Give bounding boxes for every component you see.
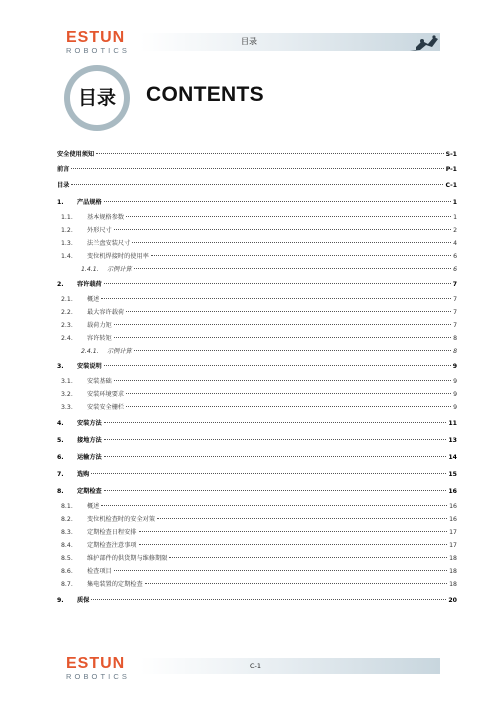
toc-entry-page: 11 xyxy=(448,420,457,427)
toc-entry-number: 8.4. xyxy=(61,542,73,549)
toc-entry-page: 6 xyxy=(453,266,457,273)
toc-entry[interactable] xyxy=(57,165,457,174)
toc-dot-leader xyxy=(134,268,451,269)
toc-entry[interactable] xyxy=(61,554,457,563)
toc-dot-leader xyxy=(151,255,451,256)
toc-dot-leader xyxy=(114,337,451,338)
toc-dot-leader xyxy=(104,201,451,202)
toc-entry-label: 示例计算 xyxy=(107,266,132,273)
toc-entry[interactable] xyxy=(61,377,457,386)
toc-entry-label: 运输方法 xyxy=(77,454,102,461)
toc-entry-number: 6. xyxy=(57,454,64,461)
toc-entry-label: 安全使用须知 xyxy=(57,151,95,158)
toc-entry-label: 安装环境要求 xyxy=(87,391,125,398)
toc-entry-label: 载荷力矩 xyxy=(87,322,112,329)
toc-entry-page: 18 xyxy=(449,555,457,562)
toc-entry-label: 法兰盘安装尺寸 xyxy=(87,240,131,247)
toc-entry[interactable] xyxy=(61,403,457,412)
toc-entry[interactable] xyxy=(61,567,457,576)
toc-dot-leader xyxy=(101,298,451,299)
toc-entry[interactable] xyxy=(57,150,457,159)
toc-dot-leader xyxy=(114,380,451,381)
toc-entry-number: 1.3. xyxy=(61,240,73,247)
estun-logo xyxy=(66,30,130,55)
toc-entry-number: 4. xyxy=(57,420,64,427)
toc-entry-page: 9 xyxy=(453,404,457,411)
toc-entry-number: 3.3. xyxy=(61,404,73,411)
toc-entry-number: 3.1. xyxy=(61,378,73,385)
toc-entry-page: 7 xyxy=(453,322,457,329)
toc-dot-leader xyxy=(104,439,447,440)
toc-entry-page: 20 xyxy=(448,597,457,604)
title-english: CONTENTS xyxy=(146,83,264,106)
toc-entry-number: 8. xyxy=(57,488,64,495)
toc-entry-number: 2.2. xyxy=(61,309,73,316)
toc-entry[interactable] xyxy=(57,596,457,605)
toc-dot-leader xyxy=(96,153,444,154)
toc-entry-label: 变位机检查时的安全对策 xyxy=(87,516,156,523)
toc-entry-label: 集电装置的定期检查 xyxy=(87,581,143,588)
toc-entry[interactable] xyxy=(57,362,457,371)
toc-dot-leader xyxy=(104,490,447,491)
toc-entry-label: 示例计算 xyxy=(107,348,132,355)
toc-entry-number: 8.2. xyxy=(61,516,73,523)
footer-estun-logo xyxy=(66,656,130,681)
toc-entry[interactable] xyxy=(61,528,457,537)
toc-entry-number: 8.7. xyxy=(61,581,73,588)
toc-entry-label: 安装基础 xyxy=(87,378,112,385)
toc-entry-label: 检查项目 xyxy=(87,568,112,575)
toc-entry[interactable] xyxy=(61,226,457,235)
robot-arm-icon xyxy=(404,31,444,53)
toc-entry-page: 8 xyxy=(453,348,457,355)
toc-entry-page: 13 xyxy=(448,437,457,444)
toc-entry-number: 8.5. xyxy=(61,555,73,562)
toc-entry-number: 1.1. xyxy=(61,214,73,221)
toc-dot-leader xyxy=(104,365,451,366)
toc-entry-number: 3. xyxy=(57,363,64,370)
toc-entry-page: 7 xyxy=(453,309,457,316)
toc-entry-page: 7 xyxy=(452,281,457,288)
toc-entry-label: 概述 xyxy=(87,296,100,303)
toc-dot-leader xyxy=(91,599,446,600)
toc-entry-page: 6 xyxy=(453,253,457,260)
toc-entry-label: 产品规格 xyxy=(77,199,102,206)
toc-entry-page: 9 xyxy=(452,363,457,370)
toc-dot-leader xyxy=(157,518,447,519)
toc-dot-leader xyxy=(126,406,451,407)
toc-entry[interactable] xyxy=(61,502,457,511)
header-gradient-bar xyxy=(140,33,440,51)
toc-entry-page: C-1 xyxy=(445,182,457,189)
toc-entry-label: 定期检查日程安排 xyxy=(87,529,137,536)
toc-entry-page: S-1 xyxy=(445,151,457,158)
toc-dot-leader xyxy=(114,324,451,325)
toc-entry[interactable] xyxy=(61,239,457,248)
toc-dot-leader xyxy=(114,229,451,230)
toc-dot-leader xyxy=(101,505,447,506)
toc-entry[interactable] xyxy=(61,334,457,343)
toc-entry[interactable] xyxy=(61,295,457,304)
toc-entry-label: 前言 xyxy=(57,166,70,173)
toc-dot-leader xyxy=(139,531,448,532)
toc-entry[interactable] xyxy=(57,280,457,289)
toc-entry[interactable] xyxy=(57,419,457,428)
toc-entry-label: 外形尺寸 xyxy=(87,227,112,234)
toc-entry-page: 14 xyxy=(448,454,457,461)
toc-entry-label: 安装方法 xyxy=(77,420,102,427)
page-header xyxy=(0,0,500,60)
footer-logo-subtitle: ROBOTICS xyxy=(66,672,130,681)
toc-dot-leader xyxy=(91,473,446,474)
toc-entry[interactable] xyxy=(57,487,457,496)
toc-entry[interactable] xyxy=(57,198,457,207)
toc-entry[interactable] xyxy=(61,580,457,589)
toc-entry-number: 2.3. xyxy=(61,322,73,329)
toc-entry[interactable] xyxy=(81,347,457,356)
toc-entry[interactable] xyxy=(61,213,457,222)
toc-entry-number: 2.1. xyxy=(61,296,73,303)
toc-entry[interactable] xyxy=(57,436,457,445)
toc-entry-label: 定期检查 xyxy=(77,488,102,495)
toc-entry[interactable] xyxy=(57,470,457,479)
toc-entry-label: 容许转矩 xyxy=(87,335,112,342)
toc-entry-label: 容许载荷 xyxy=(77,281,102,288)
toc-dot-leader xyxy=(139,544,448,545)
toc-entry-number: 1.4. xyxy=(61,253,73,260)
toc-entry-page: 8 xyxy=(453,335,457,342)
toc-dot-leader xyxy=(71,168,443,169)
toc-entry-label: 质保 xyxy=(77,597,90,604)
toc-dot-leader xyxy=(132,242,451,243)
header-title: 目录 xyxy=(241,37,257,46)
toc-entry[interactable] xyxy=(81,265,457,274)
page-number: C-1 xyxy=(250,662,262,670)
toc-entry[interactable] xyxy=(61,321,457,330)
toc-entry-label: 安装安全栅栏 xyxy=(87,404,125,411)
toc-entry-page: 1 xyxy=(452,199,457,206)
toc-entry-page: 4 xyxy=(453,240,457,247)
toc-entry[interactable] xyxy=(57,453,457,462)
toc-entry[interactable] xyxy=(61,252,457,261)
toc-dot-leader xyxy=(114,570,447,571)
toc-dot-leader xyxy=(169,557,447,558)
toc-entry-page: P-1 xyxy=(445,166,457,173)
toc-entry-page: 7 xyxy=(453,296,457,303)
toc-entry-number: 1.2. xyxy=(61,227,73,234)
toc-entry-label: 安装说明 xyxy=(77,363,102,370)
toc-entry-number: 2.4. xyxy=(61,335,73,342)
toc-entry[interactable] xyxy=(61,541,457,550)
toc-entry[interactable] xyxy=(61,308,457,317)
toc-dot-leader xyxy=(145,583,447,584)
toc-entry-label: 维护部件的供货期与维修期限 xyxy=(87,555,168,562)
toc-entry-number: 5. xyxy=(57,437,64,444)
toc-dot-leader xyxy=(104,422,447,423)
toc-entry-number: 7. xyxy=(57,471,64,478)
logo-subtitle: ROBOTICS xyxy=(66,46,130,55)
toc-entry[interactable] xyxy=(57,181,457,190)
toc-dot-leader xyxy=(71,184,443,185)
toc-entry-label: 定期检查注意事项 xyxy=(87,542,137,549)
toc-entry-page: 17 xyxy=(449,542,457,549)
toc-entry-label: 最大容许载荷 xyxy=(87,309,125,316)
toc-entry-label: 变位机焊接时的使用率 xyxy=(87,253,149,260)
toc-entry-number: 8.3. xyxy=(61,529,73,536)
logo-brand: ESTUN xyxy=(66,29,126,46)
toc-entry-page: 9 xyxy=(453,391,457,398)
toc-entry-number: 3.2. xyxy=(61,391,73,398)
toc-entry-label: 目录 xyxy=(57,182,70,189)
toc-entry-number: 2. xyxy=(57,281,64,288)
toc-entry-number: 8.1. xyxy=(61,503,73,510)
toc-entry-page: 16 xyxy=(449,503,457,510)
toc-dot-leader xyxy=(126,393,451,394)
toc-dot-leader xyxy=(104,456,447,457)
toc-entry-label: 基本规格参数 xyxy=(87,214,125,221)
toc-entry-number: 1. xyxy=(57,199,64,206)
toc-entry-number: 2.4.1. xyxy=(81,348,99,355)
footer-gradient-bar xyxy=(140,658,440,674)
toc-entry-number: 9. xyxy=(57,597,64,604)
toc-entry-label: 接地方法 xyxy=(77,437,102,444)
toc-entry-page: 16 xyxy=(448,488,457,495)
toc-entry-page: 18 xyxy=(449,568,457,575)
toc-entry-page: 2 xyxy=(453,227,457,234)
toc-entry-page: 16 xyxy=(449,516,457,523)
toc-entry[interactable] xyxy=(61,390,457,399)
toc-entry-page: 9 xyxy=(453,378,457,385)
toc-entry-page: 1 xyxy=(453,214,457,221)
toc-entry-number: 1.4.1. xyxy=(81,266,99,273)
toc-entry-page: 17 xyxy=(449,529,457,536)
toc-entry-page: 18 xyxy=(449,581,457,588)
toc-entry-number: 8.6. xyxy=(61,568,73,575)
toc-dot-leader xyxy=(126,216,451,217)
toc-entry-page: 15 xyxy=(448,471,457,478)
toc-entry-label: 选购 xyxy=(77,471,90,478)
toc-dot-leader xyxy=(134,350,451,351)
title-chinese: 目录 xyxy=(77,87,116,109)
footer-logo-brand: ESTUN xyxy=(66,655,126,672)
toc-dot-leader xyxy=(126,311,451,312)
toc-entry-label: 概述 xyxy=(87,503,100,510)
toc-dot-leader xyxy=(104,283,451,284)
toc-entry[interactable] xyxy=(61,515,457,524)
